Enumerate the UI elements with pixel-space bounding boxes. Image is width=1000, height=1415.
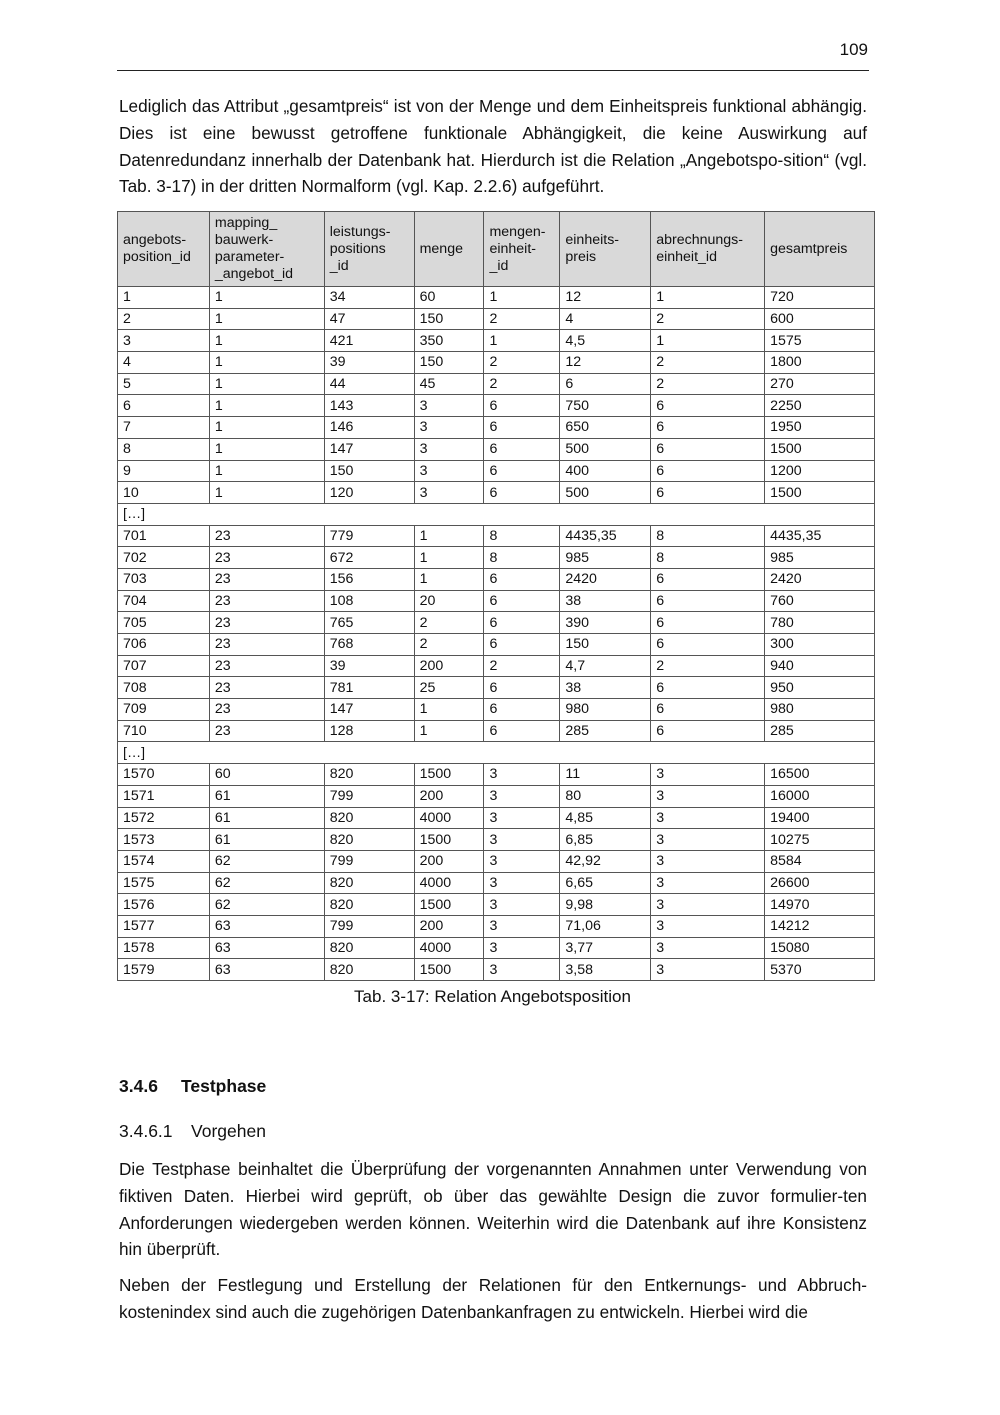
- table-cell: 6: [651, 699, 765, 721]
- table-caption: Tab. 3-17: Relation Angebotsposition: [354, 987, 631, 1006]
- table-cell: 8: [651, 525, 765, 547]
- table-cell: 390: [560, 612, 651, 634]
- intro-paragraph: Lediglich das Attribut „gesamtpreis“ ist von der Menge und dem Einheitspreis funktional abhängig. Dies ist eine bewusst getroffene funktionale Abhängigkeit, die keine Auswirkung auf Datenredundanz innerhalb der Datenbank hat. Hierdurch ist die Relation „Angebotspo-sition“ (vgl. Tab. 3-17) in der dritten Normalform (vgl. Kap. 2.2.6) aufgeführt.: [119, 96, 867, 197]
- table-cell: 23: [209, 590, 324, 612]
- table-cell: 3: [651, 894, 765, 916]
- table-cell: 1572: [118, 807, 210, 829]
- table-cell: 39: [324, 352, 414, 374]
- table-row: [118, 308, 875, 330]
- table-cell: 799: [324, 850, 414, 872]
- subsection-heading: [119, 1121, 266, 1142]
- table-cell: 950: [765, 677, 875, 699]
- table-cell: 60: [209, 764, 324, 786]
- table-row: [118, 547, 875, 569]
- table-cell: 400: [560, 460, 651, 482]
- table-cell: 4,5: [560, 330, 651, 352]
- table-row: [118, 829, 875, 851]
- table-row: [118, 612, 875, 634]
- table-cell: 8: [484, 525, 560, 547]
- table-cell: 200: [414, 915, 484, 937]
- table-cell: 1: [118, 287, 210, 309]
- table-cell: 2: [118, 308, 210, 330]
- table-cell: 1579: [118, 959, 210, 981]
- table-row: [118, 699, 875, 721]
- table-cell: 1: [651, 330, 765, 352]
- table-cell: 200: [414, 655, 484, 677]
- table-cell: 706: [118, 634, 210, 656]
- table-cell: 1500: [765, 438, 875, 460]
- table-cell: 3: [651, 807, 765, 829]
- table-cell: 7: [118, 417, 210, 439]
- table-row: [118, 915, 875, 937]
- table-cell: 1500: [414, 764, 484, 786]
- table-row: [118, 460, 875, 482]
- header-rule: [117, 70, 869, 71]
- page-number: 109: [839, 40, 868, 59]
- table-cell: 2420: [765, 568, 875, 590]
- table-cell: 1: [414, 547, 484, 569]
- table-cell: 4435,35: [560, 525, 651, 547]
- table-cell: 80: [560, 785, 651, 807]
- table-cell: 2: [414, 612, 484, 634]
- table-cell: 781: [324, 677, 414, 699]
- table-cell: 704: [118, 590, 210, 612]
- table-cell: 4: [118, 352, 210, 374]
- table-cell: […]: [118, 742, 875, 764]
- table-cell: 147: [324, 438, 414, 460]
- table-cell: 3: [651, 872, 765, 894]
- table-cell: 3: [484, 894, 560, 916]
- table-cell: […]: [118, 503, 875, 525]
- table-cell: 19400: [765, 807, 875, 829]
- table-cell: 3,58: [560, 959, 651, 981]
- table-cell: 6: [651, 677, 765, 699]
- table-cell: 14212: [765, 915, 875, 937]
- table-cell: 1577: [118, 915, 210, 937]
- table-cell: 765: [324, 612, 414, 634]
- table-cell: 4: [560, 308, 651, 330]
- table-cell: 3: [414, 438, 484, 460]
- header-row: [118, 212, 875, 287]
- table-cell: 3: [484, 937, 560, 959]
- column-header: leistungs- positions _id: [324, 212, 414, 287]
- table-cell: 10: [118, 482, 210, 504]
- table-cell: 6: [484, 417, 560, 439]
- table-cell: 200: [414, 850, 484, 872]
- table-cell: 47: [324, 308, 414, 330]
- table-cell: 6: [484, 590, 560, 612]
- table-cell: 62: [209, 872, 324, 894]
- column-header: abrechnungs- einheit_id: [651, 212, 765, 287]
- table-cell: 2: [484, 373, 560, 395]
- table-cell: 702: [118, 547, 210, 569]
- table-cell: 3: [651, 829, 765, 851]
- table-row: [118, 590, 875, 612]
- table-cell: 6: [484, 720, 560, 742]
- table-cell: 6: [484, 482, 560, 504]
- table-cell: 11: [560, 764, 651, 786]
- table-cell: 8: [118, 438, 210, 460]
- table-cell: 820: [324, 959, 414, 981]
- subsection-number: 3.4.6.1: [119, 1121, 173, 1141]
- table-cell: 768: [324, 634, 414, 656]
- table-cell: 25: [414, 677, 484, 699]
- table-cell: 12: [560, 352, 651, 374]
- table-cell: 5: [118, 373, 210, 395]
- table-cell: 3: [484, 764, 560, 786]
- table-cell: 980: [765, 699, 875, 721]
- table-cell: 23: [209, 634, 324, 656]
- table-cell: 3: [484, 959, 560, 981]
- table-cell: 71,06: [560, 915, 651, 937]
- table-cell: 6: [651, 417, 765, 439]
- table-cell: 63: [209, 959, 324, 981]
- table-cell: 120: [324, 482, 414, 504]
- table-cell: 200: [414, 785, 484, 807]
- table-row: [118, 352, 875, 374]
- table-cell: 6: [651, 438, 765, 460]
- table-cell: 4000: [414, 937, 484, 959]
- table-cell: 3: [651, 959, 765, 981]
- table-cell: 3: [118, 330, 210, 352]
- table-cell: 500: [560, 438, 651, 460]
- table-cell: 703: [118, 568, 210, 590]
- table-cell: 2: [484, 655, 560, 677]
- table-cell: 1500: [414, 829, 484, 851]
- table-cell: 150: [324, 460, 414, 482]
- table-cell: 1: [414, 720, 484, 742]
- table-cell: 4,7: [560, 655, 651, 677]
- table-cell: 2250: [765, 395, 875, 417]
- table-cell: 3: [414, 395, 484, 417]
- table-cell: 1500: [414, 959, 484, 981]
- table-cell: 750: [560, 395, 651, 417]
- table-cell: 3: [414, 417, 484, 439]
- table-cell: 23: [209, 568, 324, 590]
- table-cell: 146: [324, 417, 414, 439]
- table-cell: 6: [651, 634, 765, 656]
- table-row: [118, 655, 875, 677]
- section-number: 3.4.6: [119, 1076, 158, 1096]
- table-cell: 1: [209, 460, 324, 482]
- table-cell: 720: [765, 287, 875, 309]
- table-row: [118, 330, 875, 352]
- table-cell: 2: [651, 655, 765, 677]
- table-cell: 1200: [765, 460, 875, 482]
- table-cell: 6: [484, 699, 560, 721]
- table-row: [118, 568, 875, 590]
- table-cell: 1500: [414, 894, 484, 916]
- table-cell: 1: [209, 417, 324, 439]
- table-cell: 760: [765, 590, 875, 612]
- table-cell: 10275: [765, 829, 875, 851]
- table-cell: 1: [414, 525, 484, 547]
- table-cell: 23: [209, 699, 324, 721]
- body-paragraph-1: Die Testphase beinhaltet die Überprüfung der vorgenannten Annahmen unter Verwendung von fiktiven Daten. Hierbei wird geprüft, ob über das gewählte Design die zuvor formulier-ten Anforderungen wiedergeben werden können. Weiterhin wird die Datenbank auf ihre Konsistenz hin überprüft.: [119, 1159, 867, 1260]
- table-cell: 650: [560, 417, 651, 439]
- column-header: mengen- einheit- _id: [484, 212, 560, 287]
- section-heading: [119, 1076, 266, 1097]
- table-cell: 63: [209, 915, 324, 937]
- table-cell: 6: [484, 568, 560, 590]
- table-cell: 9,98: [560, 894, 651, 916]
- table-cell: 421: [324, 330, 414, 352]
- table-row: [118, 395, 875, 417]
- table-cell: 1574: [118, 850, 210, 872]
- table-cell: 6: [651, 395, 765, 417]
- table-cell: 6: [651, 568, 765, 590]
- table-cell: 3,77: [560, 937, 651, 959]
- column-header: mapping_ bauwerk- parameter- _angebot_id: [209, 212, 324, 287]
- section-title: Testphase: [181, 1076, 267, 1096]
- table-cell: 20: [414, 590, 484, 612]
- subsection-title: Vorgehen: [191, 1121, 266, 1141]
- table-row: [118, 525, 875, 547]
- column-header: gesamtpreis: [765, 212, 875, 287]
- table-cell: 62: [209, 894, 324, 916]
- table-cell: 61: [209, 785, 324, 807]
- table-cell: 15080: [765, 937, 875, 959]
- table-row: [118, 850, 875, 872]
- table-cell: 39: [324, 655, 414, 677]
- table-cell: 6: [484, 634, 560, 656]
- table-header: [118, 212, 875, 287]
- table-cell: 45: [414, 373, 484, 395]
- table-cell: 1575: [765, 330, 875, 352]
- table-cell: 701: [118, 525, 210, 547]
- table-row: [118, 720, 875, 742]
- table-cell: 2: [414, 634, 484, 656]
- table-cell: 6: [651, 612, 765, 634]
- table-row: [118, 894, 875, 916]
- table-cell: 3: [484, 829, 560, 851]
- table-cell: 705: [118, 612, 210, 634]
- table-cell: 23: [209, 525, 324, 547]
- table-cell: 1: [414, 568, 484, 590]
- table-cell: 150: [560, 634, 651, 656]
- table-cell: 820: [324, 894, 414, 916]
- table-cell: 6: [651, 482, 765, 504]
- table-cell: 3: [484, 850, 560, 872]
- table-cell: 6,85: [560, 829, 651, 851]
- table-cell: 23: [209, 655, 324, 677]
- table-cell: 3: [651, 785, 765, 807]
- table-cell: 150: [414, 308, 484, 330]
- table-row: [118, 417, 875, 439]
- table-cell: 1571: [118, 785, 210, 807]
- table-cell: 707: [118, 655, 210, 677]
- table-cell: 5370: [765, 959, 875, 981]
- table-cell: 3: [651, 937, 765, 959]
- table-cell: 44: [324, 373, 414, 395]
- table-cell: 4,85: [560, 807, 651, 829]
- table-row: [118, 287, 875, 309]
- column-header: angebots- position_id: [118, 212, 210, 287]
- table-cell: 6: [651, 590, 765, 612]
- table-cell: 6: [560, 373, 651, 395]
- table-cell: 672: [324, 547, 414, 569]
- table-cell: 6: [118, 395, 210, 417]
- table-cell: 6: [484, 438, 560, 460]
- table-row: [118, 959, 875, 981]
- table-cell: 300: [765, 634, 875, 656]
- table-row: [118, 785, 875, 807]
- ellipsis-row: [118, 503, 875, 525]
- table-cell: 14970: [765, 894, 875, 916]
- table-cell: 1578: [118, 937, 210, 959]
- table-cell: 16000: [765, 785, 875, 807]
- table-cell: 128: [324, 720, 414, 742]
- table-cell: 2: [651, 352, 765, 374]
- table-cell: 4000: [414, 872, 484, 894]
- table-cell: 500: [560, 482, 651, 504]
- table-cell: 4435,35: [765, 525, 875, 547]
- table-cell: 2: [651, 308, 765, 330]
- table-cell: 3: [651, 850, 765, 872]
- table-cell: 2: [484, 308, 560, 330]
- table-row: [118, 764, 875, 786]
- table-cell: 3: [651, 764, 765, 786]
- table-cell: 709: [118, 699, 210, 721]
- table-cell: 1: [209, 395, 324, 417]
- table-cell: 6,65: [560, 872, 651, 894]
- table-cell: 285: [560, 720, 651, 742]
- table-cell: 34: [324, 287, 414, 309]
- table-body: [118, 287, 875, 981]
- relation-table: [117, 211, 875, 981]
- table-row: [118, 634, 875, 656]
- table-cell: 985: [560, 547, 651, 569]
- table-cell: 708: [118, 677, 210, 699]
- table-cell: 60: [414, 287, 484, 309]
- table-cell: 1800: [765, 352, 875, 374]
- table-cell: 780: [765, 612, 875, 634]
- table-cell: 1: [484, 330, 560, 352]
- table-cell: 980: [560, 699, 651, 721]
- table-cell: 42,92: [560, 850, 651, 872]
- table-cell: 12: [560, 287, 651, 309]
- table-cell: 3: [484, 785, 560, 807]
- body-paragraph-2: Neben der Festlegung und Erstellung der Relationen für den Entkernungs- und Abbruch-kostenindex sind auch die zugehörigen Datenbankanfragen zu entwickeln. Hierbei wird die: [119, 1275, 867, 1322]
- table-cell: 26600: [765, 872, 875, 894]
- table-cell: 150: [414, 352, 484, 374]
- table-cell: 1573: [118, 829, 210, 851]
- table-cell: 1: [209, 438, 324, 460]
- table-cell: 1570: [118, 764, 210, 786]
- table-cell: 61: [209, 829, 324, 851]
- table-cell: 3: [484, 807, 560, 829]
- table-cell: 6: [484, 460, 560, 482]
- table-cell: 1575: [118, 872, 210, 894]
- table-cell: 1576: [118, 894, 210, 916]
- table-cell: 350: [414, 330, 484, 352]
- table-cell: 1: [209, 482, 324, 504]
- table-cell: 3: [414, 460, 484, 482]
- table-row: [118, 677, 875, 699]
- table-cell: 1: [209, 287, 324, 309]
- table-cell: 1: [209, 373, 324, 395]
- table-cell: 23: [209, 677, 324, 699]
- table-cell: 1: [484, 287, 560, 309]
- table-cell: 799: [324, 915, 414, 937]
- table-cell: 16500: [765, 764, 875, 786]
- table-cell: 820: [324, 829, 414, 851]
- table-cell: 820: [324, 764, 414, 786]
- table-cell: 2: [484, 352, 560, 374]
- table-cell: 23: [209, 547, 324, 569]
- table-cell: 799: [324, 785, 414, 807]
- table-cell: 1: [209, 330, 324, 352]
- table-cell: 23: [209, 720, 324, 742]
- table-cell: 1950: [765, 417, 875, 439]
- table-cell: 108: [324, 590, 414, 612]
- table-cell: 6: [651, 460, 765, 482]
- table-cell: 3: [484, 872, 560, 894]
- table-row: [118, 373, 875, 395]
- table-cell: 9: [118, 460, 210, 482]
- table-cell: 2: [651, 373, 765, 395]
- table-row: [118, 482, 875, 504]
- table-cell: 820: [324, 937, 414, 959]
- table-cell: 4000: [414, 807, 484, 829]
- table-cell: 147: [324, 699, 414, 721]
- table-cell: 6: [484, 612, 560, 634]
- table-cell: 6: [651, 720, 765, 742]
- table-cell: 3: [484, 915, 560, 937]
- table-cell: 285: [765, 720, 875, 742]
- table-cell: 1500: [765, 482, 875, 504]
- table-cell: 23: [209, 612, 324, 634]
- table-cell: 6: [484, 395, 560, 417]
- table-row: [118, 872, 875, 894]
- table-cell: 710: [118, 720, 210, 742]
- table-cell: 779: [324, 525, 414, 547]
- table-cell: 820: [324, 807, 414, 829]
- table-cell: 61: [209, 807, 324, 829]
- table-cell: 8584: [765, 850, 875, 872]
- table-cell: 600: [765, 308, 875, 330]
- table-cell: 62: [209, 850, 324, 872]
- table-row: [118, 937, 875, 959]
- table-cell: 6: [484, 677, 560, 699]
- table-row: [118, 438, 875, 460]
- table-cell: 1: [651, 287, 765, 309]
- table-cell: 8: [651, 547, 765, 569]
- table-cell: 3: [414, 482, 484, 504]
- table-cell: 1: [209, 308, 324, 330]
- table-cell: 143: [324, 395, 414, 417]
- table-cell: 3: [651, 915, 765, 937]
- table-cell: 940: [765, 655, 875, 677]
- table-cell: 63: [209, 937, 324, 959]
- column-header: menge: [414, 212, 484, 287]
- table-cell: 820: [324, 872, 414, 894]
- table-cell: 2420: [560, 568, 651, 590]
- table-cell: 38: [560, 590, 651, 612]
- table-row: [118, 807, 875, 829]
- table-cell: 38: [560, 677, 651, 699]
- table-cell: 270: [765, 373, 875, 395]
- ellipsis-row: [118, 742, 875, 764]
- table-cell: 156: [324, 568, 414, 590]
- table-cell: 1: [414, 699, 484, 721]
- column-header: einheits- preis: [560, 212, 651, 287]
- table-cell: 985: [765, 547, 875, 569]
- table-cell: 8: [484, 547, 560, 569]
- table-cell: 1: [209, 352, 324, 374]
